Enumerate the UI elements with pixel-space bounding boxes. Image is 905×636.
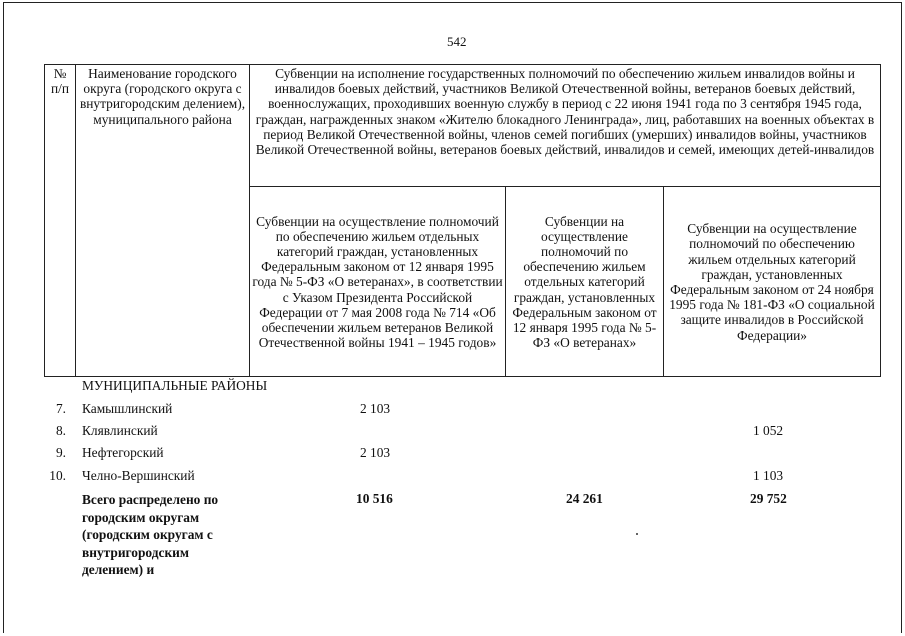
section-title: МУНИЦИПАЛЬНЫЕ РАЙОНЫ bbox=[82, 378, 268, 393]
row-name: Нефтегорский bbox=[82, 445, 164, 460]
row-name: Камышлинский bbox=[82, 401, 173, 416]
row-number: 10. bbox=[49, 468, 66, 483]
page-number: 542 bbox=[447, 34, 467, 49]
header-col-name: Наименование городского округа (городского округа с внутригородским делением), муниципального района bbox=[76, 65, 250, 377]
header-subcol-3: Субвенции на осуществление полномочий по обеспечению жильем отдельных категорий граждан, установленных Федеральным законом от 24 ноября 1995 года № 181-ФЗ «О социальной защите инвалидов в Российской Федерации» bbox=[664, 187, 881, 377]
header-col-main: Субвенции на исполнение государственных полномочий по обеспечению жильем инвалидов войны и инвалидов боевых действий, участников Великой Отечественной войны, ветеранов боевых действий, военнослужащих, проходивших военную службу в период с 22 июня 1941 года по 3 сентября 1945 года, граждан, награжденных знаком «Жителю блокадного Ленинграда», лиц, работавших на военных объектах в период Великой Отечественной войны, членов семей погибших (умерших) инвалидов войны, участников Великой Отечественной войны, ветеранов боевых действий, инвалидов и семей, имеющих детей-инвалидов bbox=[250, 65, 881, 187]
scan-speck bbox=[636, 533, 638, 535]
total-value-2: 24 261 bbox=[566, 491, 603, 506]
row-value-3: 1 103 bbox=[753, 468, 784, 483]
total-value-1: 10 516 bbox=[356, 491, 393, 506]
total-label: Всего распределено по городским округам (городским округам с внутригородским делением) и bbox=[82, 492, 219, 578]
row-number: 9. bbox=[55, 445, 66, 460]
row-name: Клявлинский bbox=[82, 423, 158, 438]
row-value-3: 1 052 bbox=[753, 423, 784, 438]
row-name: Челно-Вершинский bbox=[82, 468, 195, 483]
header-col-number: № п/п bbox=[45, 65, 76, 377]
row-number: 7. bbox=[55, 401, 66, 416]
row-value-1: 2 103 bbox=[360, 445, 391, 460]
header-table bbox=[44, 64, 881, 377]
total-value-3: 29 752 bbox=[750, 491, 787, 506]
header-subcol-1: Субвенции на осуществление полномочий по обеспечению жильем отдельных категорий граждан, установленных Федеральным законом от 12 января 1995 года № 5-ФЗ «О ветеранах», в соответствии с Указом Президента Российской Федерации от 7 мая 2008 года № 714 «Об обеспечении жильем ветеранов Великой Отечественной войны 1941 – 1945 годов» bbox=[250, 187, 506, 377]
header-subcol-2: Субвенции на осуществление полномочий по обеспечению жильем отдельных категорий граждан, установленных Федеральным законом от 12 января 1995 года № 5-ФЗ «О ветеранах» bbox=[506, 187, 664, 377]
row-number: 8. bbox=[55, 423, 66, 438]
row-value-1: 2 103 bbox=[360, 401, 391, 416]
